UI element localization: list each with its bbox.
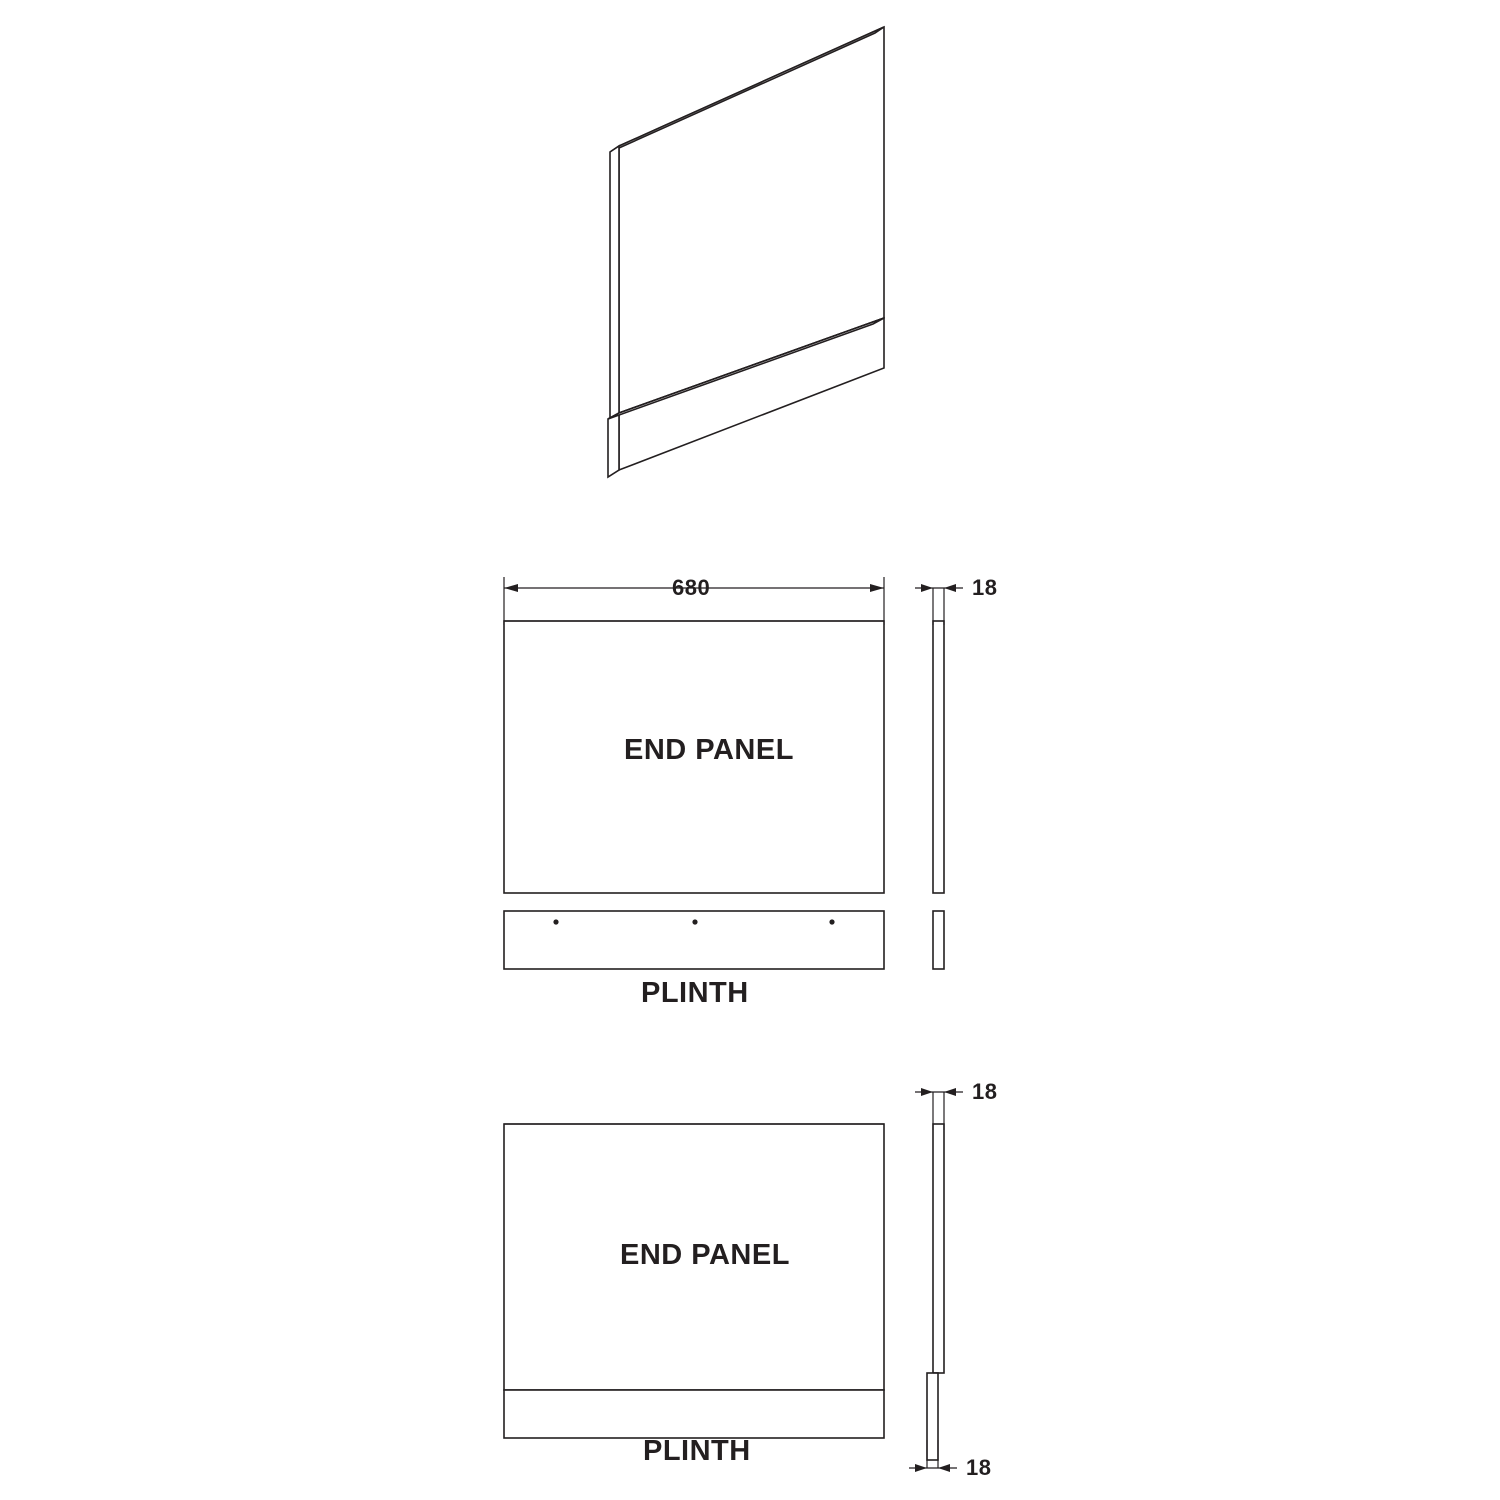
dimension-label-thickness-18-lower-top: 18 (972, 1079, 998, 1104)
dimension-label-thickness-18-lower-bottom: 18 (966, 1455, 992, 1480)
front-elevation-upper (504, 577, 963, 969)
front-elevation-lower (504, 1088, 963, 1472)
end-panel-label-lower: END PANEL (620, 1239, 790, 1271)
dimension-label-width-680: 680 (672, 575, 711, 600)
plinth-label-lower: PLINTH (643, 1435, 751, 1467)
dimension-label-thickness-18-upper: 18 (972, 575, 998, 600)
end-panel-label-upper: END PANEL (624, 734, 794, 766)
plinth-label-upper: PLINTH (641, 977, 749, 1009)
isometric-view (608, 27, 884, 477)
